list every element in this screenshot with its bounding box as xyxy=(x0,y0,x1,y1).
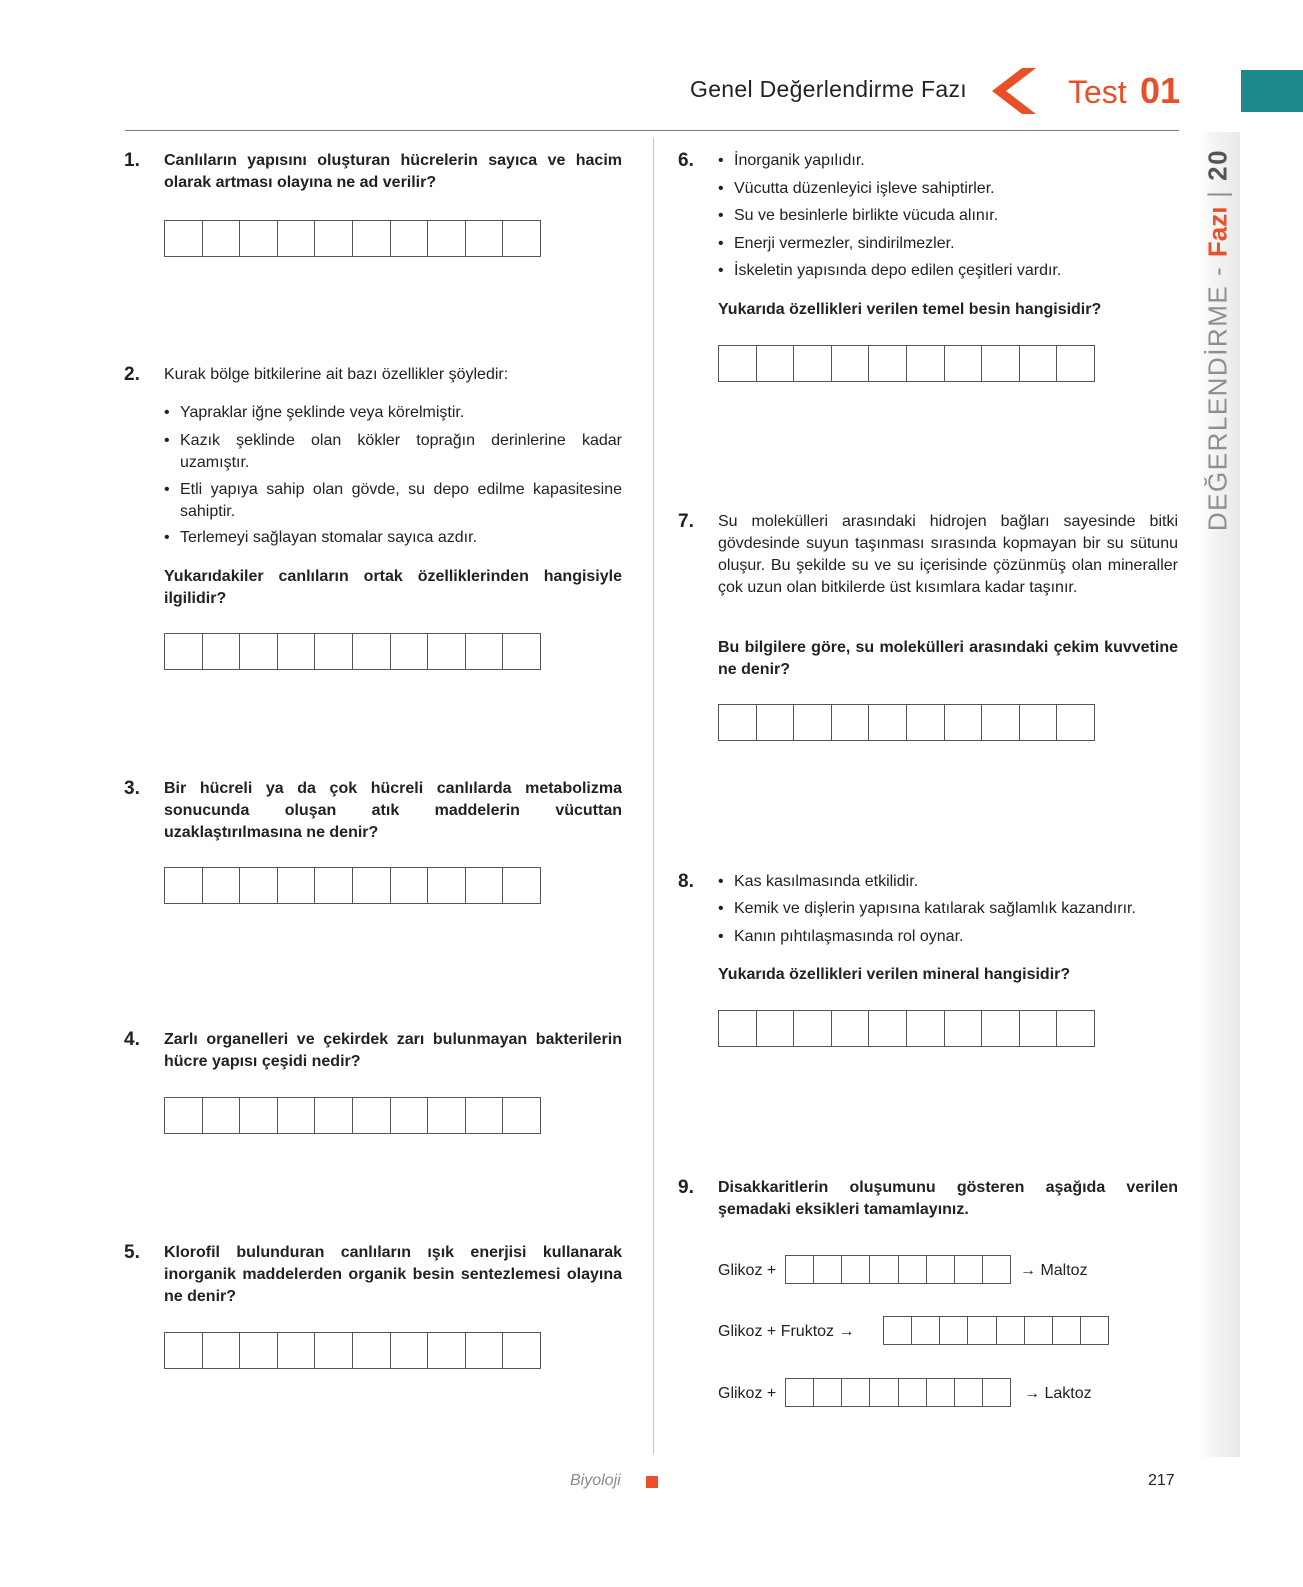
bullet-item: • Kanın pıhtılaşmasında rol oynar. xyxy=(718,926,1194,948)
question-text: Bir hücreli ya da çok hücreli canlılarda metabolizma sonucunda oluşan atık maddelerin vücuttan uzaklaştırılmasına ne denir? xyxy=(164,780,622,841)
side-separator: | xyxy=(1202,189,1233,198)
subject-label: Biyoloji xyxy=(570,1472,621,1489)
question-intro: Kurak bölge bitkilerine ait bazı özellikler şöyledir: xyxy=(164,366,509,383)
answer-boxes[interactable] xyxy=(718,1010,1095,1047)
question-number: 9. xyxy=(678,1177,694,1198)
bullet-item: • İskeletin yapısında depo edilen çeşitleri vardır. xyxy=(718,260,1194,282)
bullet-item: • Kas kasılmasında etkilidir. xyxy=(718,871,1194,893)
side-number: 20 xyxy=(1202,148,1233,181)
question-number: 6. xyxy=(678,150,694,171)
question-text: Klorofil bulunduran canlıların ışık enerjisi kullanarak inorganik maddelerden organik besin sentezlemesi olayına ne denir? xyxy=(164,1244,622,1305)
answer-boxes[interactable] xyxy=(164,633,541,670)
answer-boxes[interactable] xyxy=(164,1097,541,1134)
column-divider xyxy=(653,138,654,1454)
equation-fruktoz-left: Glikoz + Fruktoz → xyxy=(718,1323,855,1340)
bullet-item: • Su ve besinlerle birlikte vücuda alınır. xyxy=(718,205,1194,227)
bullet-item: • Kemik ve dişlerin yapısına katılarak sağlamlık kazandırır. xyxy=(718,898,1194,920)
bullet-item: • İnorganik yapılıdır. xyxy=(718,150,1194,172)
answer-boxes[interactable] xyxy=(164,1332,541,1369)
section-tab xyxy=(1241,70,1303,112)
bullet-item: • Terlemeyi sağlayan stomalar sayıca azdır. xyxy=(164,527,622,549)
bullet-item: • Etli yapıya sahip olan gövde, su depo edilme kapasitesine sahiptir. xyxy=(164,479,622,523)
answer-boxes[interactable] xyxy=(785,1255,1011,1284)
side-dash: - xyxy=(1202,265,1233,277)
question-number: 3. xyxy=(124,778,140,799)
bullet-item: • Yapraklar iğne şeklinde veya körelmiştir. xyxy=(164,402,622,424)
answer-boxes[interactable] xyxy=(718,704,1095,741)
equation-maltoz-right: → Maltoz xyxy=(1020,1262,1088,1279)
bullet-item: • Vücutta düzenleyici işleve sahiptirler. xyxy=(718,178,1194,200)
answer-boxes[interactable] xyxy=(785,1378,1011,1407)
question-text: Zarlı organelleri ve çekirdek zarı bulunmayan bakterilerin hücre yapısı çeşidi nedir? xyxy=(164,1031,622,1070)
question-number: 5. xyxy=(124,1242,140,1263)
test-number: 01 xyxy=(1140,70,1181,111)
question-text: Yukarıda özellikleri verilen mineral hangisidir? xyxy=(718,966,1071,983)
question-text: Yukarıdakiler canlıların ortak özelliklerinden hangisiyle ilgilidir? xyxy=(164,568,622,607)
question-text: Bu bilgilere göre, su molekülleri arasındaki çekim kuvvetine ne denir? xyxy=(718,639,1178,678)
question-number: 7. xyxy=(678,511,694,532)
footer-square-icon xyxy=(646,1476,658,1488)
question-intro: Su molekülleri arasındaki hidrojen bağları sayesinde bitki gövdesinde suyun taşınması sırasında kopmayan bir su sütunu oluşur. Bu şekilde su ve su içerisinde çözünmüş olan mineraller çok uzun olan bitkilerde üst kısımlara kadar taşınır. xyxy=(718,513,1178,596)
answer-boxes[interactable] xyxy=(718,345,1095,382)
question-number: 8. xyxy=(678,871,694,892)
brand-logo: Fazı xyxy=(1202,206,1233,258)
question-number: 1. xyxy=(124,150,140,171)
question-text: Yukarıda özellikleri verilen temel besin hangisidir? xyxy=(718,301,1102,318)
bullet-item: • Kazık şeklinde olan kökler toprağın derinlerine kadar uzamıştır. xyxy=(164,430,622,474)
question-number: 2. xyxy=(124,364,140,385)
equation-laktoz-right: → Laktoz xyxy=(1024,1385,1092,1402)
equation-maltoz-left: Glikoz + xyxy=(718,1262,777,1279)
header-rule xyxy=(125,130,1179,131)
question-number: 4. xyxy=(124,1029,140,1050)
side-label-text: DEĞERLENDİRME xyxy=(1202,284,1233,532)
page-number: 217 xyxy=(1148,1472,1175,1489)
side-label xyxy=(1203,149,1234,531)
equation-laktoz-left: Glikoz + xyxy=(718,1385,777,1402)
question-text: Canlıların yapısını oluşturan hücrelerin sayıca ve hacim olarak artması olayına ne ad verilir? xyxy=(164,152,622,191)
answer-boxes[interactable] xyxy=(164,220,541,257)
answer-boxes[interactable] xyxy=(164,867,541,904)
chevron-left-icon xyxy=(992,68,1036,114)
header-title: Genel Değerlendirme Fazı xyxy=(690,76,967,102)
bullet-item: • Enerji vermezler, sindirilmezler. xyxy=(718,233,1194,255)
test-label: Test xyxy=(1068,74,1127,110)
question-text: Disakkaritlerin oluşumunu gösteren aşağıda verilen şemadaki eksikleri tamamlayınız. xyxy=(718,1179,1178,1218)
answer-boxes[interactable] xyxy=(883,1316,1109,1345)
